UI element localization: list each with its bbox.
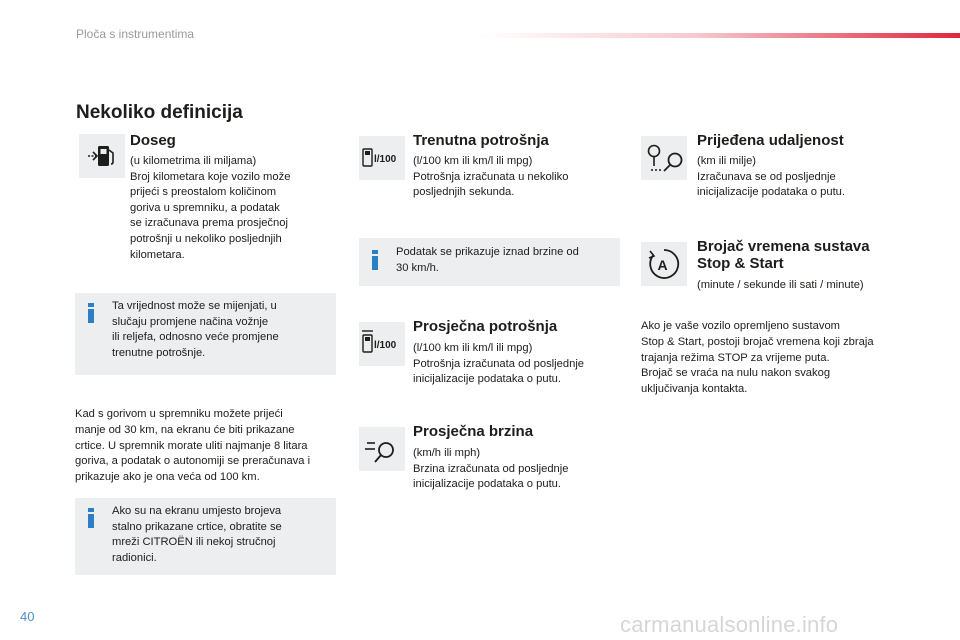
icon-label: l/100: [374, 154, 397, 165]
prijedena-text: (km ili milje) Izračunava se od posljednje inicijalizacije podataka o putu.: [697, 155, 846, 199]
info-note-vrijednost: [75, 293, 336, 375]
prosjecna-brzina-title: Prosječna brzina: [413, 423, 534, 440]
prosjecna-potrosnja-title: Prosječna potrošnja: [413, 318, 558, 335]
note-text: Ako su na ekranu umjesto brojeva stalno prikazane crtice, obratite se mreži CITROËN ili nekoj stručnoj radionici.: [112, 505, 282, 564]
average-speed-icon: [359, 427, 405, 471]
prijedena-title: Prijeđena udaljenost: [697, 132, 844, 149]
trenutna-text: (l/100 km ili km/l ili mpg) Potrošnja izračunata u nekoliko posljednjih sekunda.: [413, 155, 569, 199]
info-icon: [372, 250, 378, 270]
instant-consumption-icon: [359, 136, 405, 180]
doseg-title: Doseg: [130, 132, 176, 149]
info-icon: [88, 303, 94, 323]
note-text: Podatak se prikazuje iznad brzine od 30 km/h.: [396, 246, 579, 274]
info-note-crtice: [75, 498, 336, 575]
average-consumption-icon: [359, 322, 405, 366]
stop-start-text: (minute / sekunde ili sati / minute): [697, 279, 864, 291]
fuel-range-icon: [79, 134, 125, 178]
stop-start-title: Brojač vremena sustava Stop & Start: [697, 238, 870, 272]
body-paragraph-stop-start: Ako je vaše vozilo opremljeno sustavom Stop & Start, postoji brojač vremena koji zbraja trajanja režima STOP za vrijeme puta. Brojač se vraća na nulu nakon svakog uključivanja kontakta.: [641, 320, 874, 396]
running-header: Ploča s instrumentima: [76, 27, 195, 41]
trenutna-title: Trenutna potrošnja: [413, 132, 549, 149]
doseg-text: (u kilometrima ili miljama) Broj kilometara koje vozilo može prijeći s preostalom količinom goriva u spremniku, a podatak se izračunava prema prosječnoj potrošnji u nekoliko posljednjih kilometara.: [130, 155, 291, 261]
header-accent-bar: [480, 33, 960, 38]
stop-start-icon: [641, 242, 687, 286]
distance-travelled-icon: [641, 136, 687, 180]
info-note-brzina: [359, 238, 620, 286]
prosjecna-potrosnja-text: (l/100 km ili km/l ili mpg) Potrošnja izračunata od posljednje inicijalizacije podataka o putu.: [413, 342, 585, 386]
body-paragraph-gorivo: Kad s gorivom u spremniku možete prijeći manje od 30 km, na ekranu će biti prikazane crtice. U spremnik morate uliti najmanje 8 litara goriva, a podatak o autonomiji se preračunava i prikazuje ako je ona veća od 100 km.: [75, 408, 311, 484]
watermark: carmanualsonline.info: [620, 612, 839, 637]
prosjecna-brzina-text: (km/h ili mph) Brzina izračunata od posljednje inicijalizacije podataka o putu.: [413, 447, 569, 491]
section-title: Nekoliko definicija: [76, 102, 243, 123]
icon-label: l/100: [374, 340, 397, 351]
info-icon: [88, 508, 94, 528]
note-text: Ta vrijednost može se mijenjati, u slučaju promjene načina vožnje ili reljefa, odnosno veće promjene trenutne potrošnje.: [112, 300, 279, 359]
icon-label: A: [657, 257, 668, 273]
page-number: 40: [20, 609, 35, 624]
